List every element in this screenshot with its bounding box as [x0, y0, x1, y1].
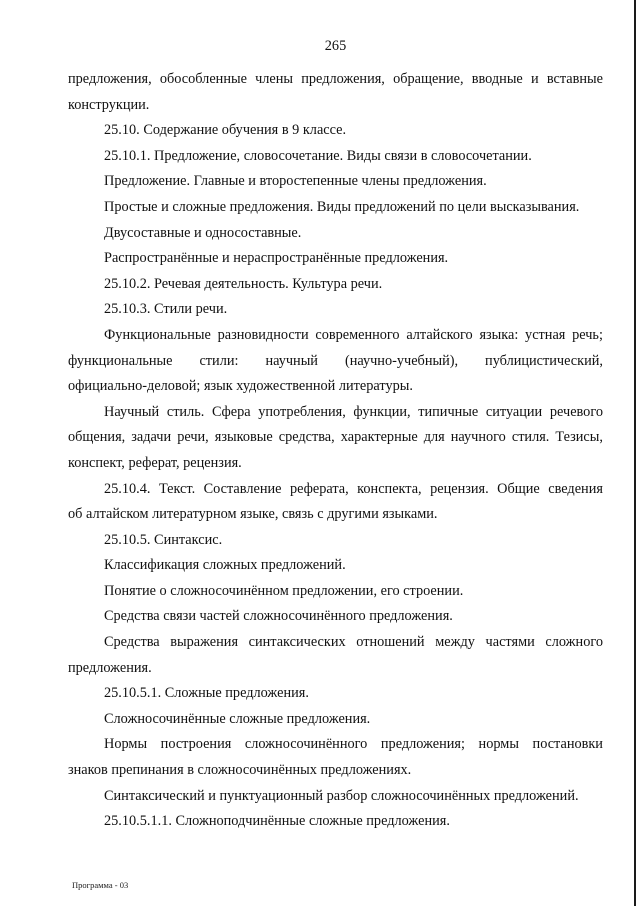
text-line: Распространённые и нераспространённые предложения. — [104, 250, 449, 267]
text-line — [68, 67, 603, 93]
word: современного — [315, 326, 400, 343]
section-heading: 25.10.5. Синтаксис. — [104, 531, 223, 548]
text-line: конструкции. — [68, 96, 150, 113]
word: реферата, — [289, 480, 349, 497]
word: вводные — [471, 71, 523, 87]
page-number: 265 — [324, 38, 347, 54]
section-heading: 25.10.5.1.1. Сложноподчинённые сложные предложения. — [104, 813, 450, 830]
text-line: Двусоставные и односоставные. — [104, 224, 302, 241]
text-line: предложения. — [68, 659, 152, 676]
text-line: Простые и сложные предложения. Виды предложений по цели высказывания. — [104, 198, 580, 215]
word: речевого — [549, 403, 603, 420]
word: члены — [255, 71, 294, 87]
word: рецензия. — [430, 480, 489, 497]
word: Функциональные — [104, 326, 211, 343]
word: и — [530, 71, 539, 87]
word: ситуации — [485, 403, 543, 420]
word: речь; — [572, 326, 603, 343]
word: частями — [485, 634, 535, 651]
word: Общие — [497, 480, 540, 497]
document-body — [68, 67, 603, 835]
word: постановки — [532, 736, 603, 753]
section-heading: 25.10.2. Речевая деятельность. Культура речи. — [104, 275, 383, 292]
text-line: Понятие о сложносочинённом предложении, его строении. — [104, 582, 464, 599]
word: алтайского — [406, 326, 473, 343]
text-line: Предложение. Главные и второстепенные члены предложения. — [104, 173, 487, 190]
word: обращение, — [393, 71, 464, 87]
footer-label: Программа - 03 — [72, 880, 129, 890]
word: между — [435, 634, 475, 651]
word: обособленные — [159, 71, 247, 87]
text-line — [68, 425, 603, 451]
word: Нормы — [104, 736, 148, 753]
word: функциональные — [68, 352, 173, 369]
text-line: Синтаксический и пунктуационный разбор сложносочинённых предложений. — [104, 787, 579, 804]
word: употребления, — [258, 403, 346, 420]
word: для — [423, 429, 445, 446]
word: предложения, — [301, 71, 385, 87]
word: разновидности — [217, 326, 309, 343]
word: нормы — [478, 736, 519, 753]
word: сложносочинённого — [244, 736, 368, 753]
text-line: конспект, реферат, рецензия. — [68, 454, 242, 471]
word: синтаксических — [248, 634, 346, 651]
word: 25.10.4. — [104, 480, 151, 497]
text-line — [68, 349, 603, 375]
text-line: Классификация сложных предложений. — [104, 557, 346, 574]
word: Научный — [104, 403, 160, 420]
section-heading: 25.10.3. Стили речи. — [104, 301, 228, 318]
word: стиль. — [166, 403, 205, 420]
text-line — [68, 400, 603, 426]
word: стили: — [199, 352, 239, 369]
word: языка: — [479, 326, 519, 343]
word: речи, — [177, 429, 209, 446]
word: типичные — [418, 403, 479, 420]
scan-edge — [634, 0, 636, 906]
word: Текст. — [158, 480, 196, 497]
word: Составление — [203, 480, 282, 497]
text-line: об алтайском литературном языке, связь с другими языками. — [68, 506, 438, 523]
word: предложения; — [380, 736, 465, 753]
word: сложного — [545, 634, 603, 651]
word: средства, — [278, 429, 335, 446]
word: общения, — [68, 429, 126, 446]
section-heading — [68, 477, 603, 503]
text-line: Сложносочинённые сложные предложения. — [104, 710, 371, 727]
word: характерные — [340, 429, 418, 446]
text-line — [68, 732, 603, 758]
word: языковые — [214, 429, 273, 446]
word: функции, — [353, 403, 411, 420]
section-heading: 25.10.5.1. Сложные предложения. — [104, 685, 309, 702]
word: публицистический, — [485, 352, 603, 369]
word: Средства — [104, 634, 160, 651]
word: построения — [160, 736, 232, 753]
word: Сфера — [211, 403, 251, 420]
word: Тезисы, — [555, 429, 603, 446]
word: (научно-учебный), — [344, 352, 459, 369]
word: предложения, — [68, 71, 152, 87]
word: сведения — [548, 480, 603, 497]
text-line: знаков препинания в сложносочинённых предложениях. — [68, 762, 412, 779]
text-line: Средства связи частей сложносочинённого предложения. — [104, 608, 453, 625]
word: научный — [265, 352, 318, 369]
text-line: официально-деловой; язык художественной литературы. — [68, 378, 413, 395]
word: отношений — [356, 634, 425, 651]
text-line — [68, 630, 603, 656]
text-line — [68, 323, 603, 349]
word: научного — [450, 429, 506, 446]
word: выражения — [170, 634, 239, 651]
word: стиля. — [511, 429, 550, 446]
word: конспекта, — [357, 480, 422, 497]
word: вставные — [546, 71, 603, 87]
word: задачи — [131, 429, 172, 446]
section-heading: 25.10.1. Предложение, словосочетание. Виды связи в словосочетании. — [104, 147, 532, 164]
section-heading: 25.10. Содержание обучения в 9 классе. — [104, 122, 347, 139]
word: устная — [525, 326, 566, 343]
